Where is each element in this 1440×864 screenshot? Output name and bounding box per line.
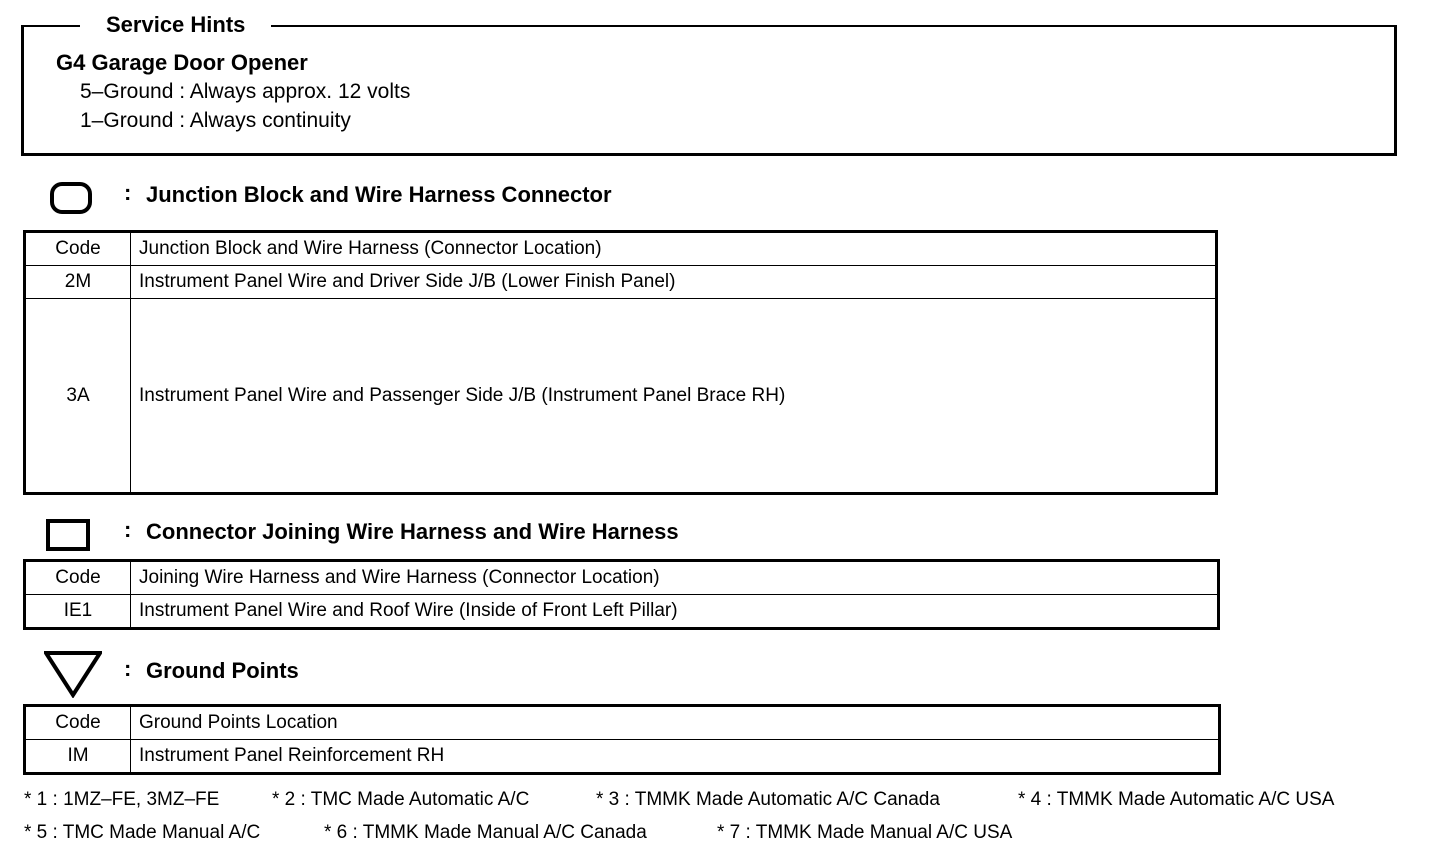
junction-block-table <box>23 230 1218 495</box>
code-header: Code <box>25 232 131 266</box>
footnote: * 2 : TMC Made Automatic A/C <box>272 789 530 810</box>
service-hints-heading: Service Hints <box>80 12 271 38</box>
hint-line: 1–Ground : Always continuity <box>80 109 351 132</box>
triangle-down-icon <box>44 650 102 698</box>
row-code: IM <box>25 740 131 774</box>
table-header-row <box>25 706 1220 740</box>
table-header-row <box>25 561 1219 595</box>
section-colon: : <box>124 180 132 205</box>
table-row <box>25 266 1217 299</box>
desc-header: Ground Points Location <box>131 706 1220 740</box>
footnote: * 1 : 1MZ–FE, 3MZ–FE <box>24 789 220 810</box>
hint-line: 5–Ground : Always approx. 12 volts <box>80 80 411 103</box>
code-header: Code <box>25 706 131 740</box>
row-desc: Instrument Panel Reinforcement RH <box>131 740 1220 774</box>
section-junction-block-header <box>44 178 944 218</box>
connector-joining-table <box>23 559 1220 630</box>
service-hints-box <box>21 25 1397 156</box>
footnote: * 3 : TMMK Made Automatic A/C Canada <box>596 789 940 810</box>
table-row <box>25 595 1219 629</box>
section-colon: : <box>124 656 132 681</box>
ground-points-table <box>23 704 1221 775</box>
code-header: Code <box>25 561 131 595</box>
footnote: * 6 : TMMK Made Manual A/C Canada <box>324 822 647 843</box>
square-icon <box>46 519 90 551</box>
row-code: 3A <box>25 299 131 494</box>
row-desc: Instrument Panel Wire and Passenger Side J/B (Instrument Panel Brace RH) <box>131 299 1217 494</box>
table-header-row <box>25 232 1217 266</box>
table-row <box>25 740 1220 774</box>
section-connector-joining-header <box>44 515 944 555</box>
hint-title: G4 Garage Door Opener <box>56 50 308 75</box>
section-ground-points-header <box>44 650 944 690</box>
section-colon: : <box>124 517 132 542</box>
section-title: Ground Points <box>146 658 299 683</box>
footnote: * 4 : TMMK Made Automatic A/C USA <box>1018 789 1335 810</box>
desc-header: Joining Wire Harness and Wire Harness (Connector Location) <box>131 561 1219 595</box>
footnote: * 7 : TMMK Made Manual A/C USA <box>717 822 1013 843</box>
section-title: Connector Joining Wire Harness and Wire Harness <box>146 519 679 544</box>
row-code: IE1 <box>25 595 131 629</box>
row-code: 2M <box>25 266 131 299</box>
footnote: * 5 : TMC Made Manual A/C <box>24 822 261 843</box>
rounded-rectangle-icon <box>50 182 92 214</box>
row-desc: Instrument Panel Wire and Driver Side J/B (Lower Finish Panel) <box>131 266 1217 299</box>
desc-header: Junction Block and Wire Harness (Connector Location) <box>131 232 1217 266</box>
row-desc: Instrument Panel Wire and Roof Wire (Inside of Front Left Pillar) <box>131 595 1219 629</box>
table-row <box>25 299 1217 494</box>
section-title: Junction Block and Wire Harness Connector <box>146 182 612 207</box>
